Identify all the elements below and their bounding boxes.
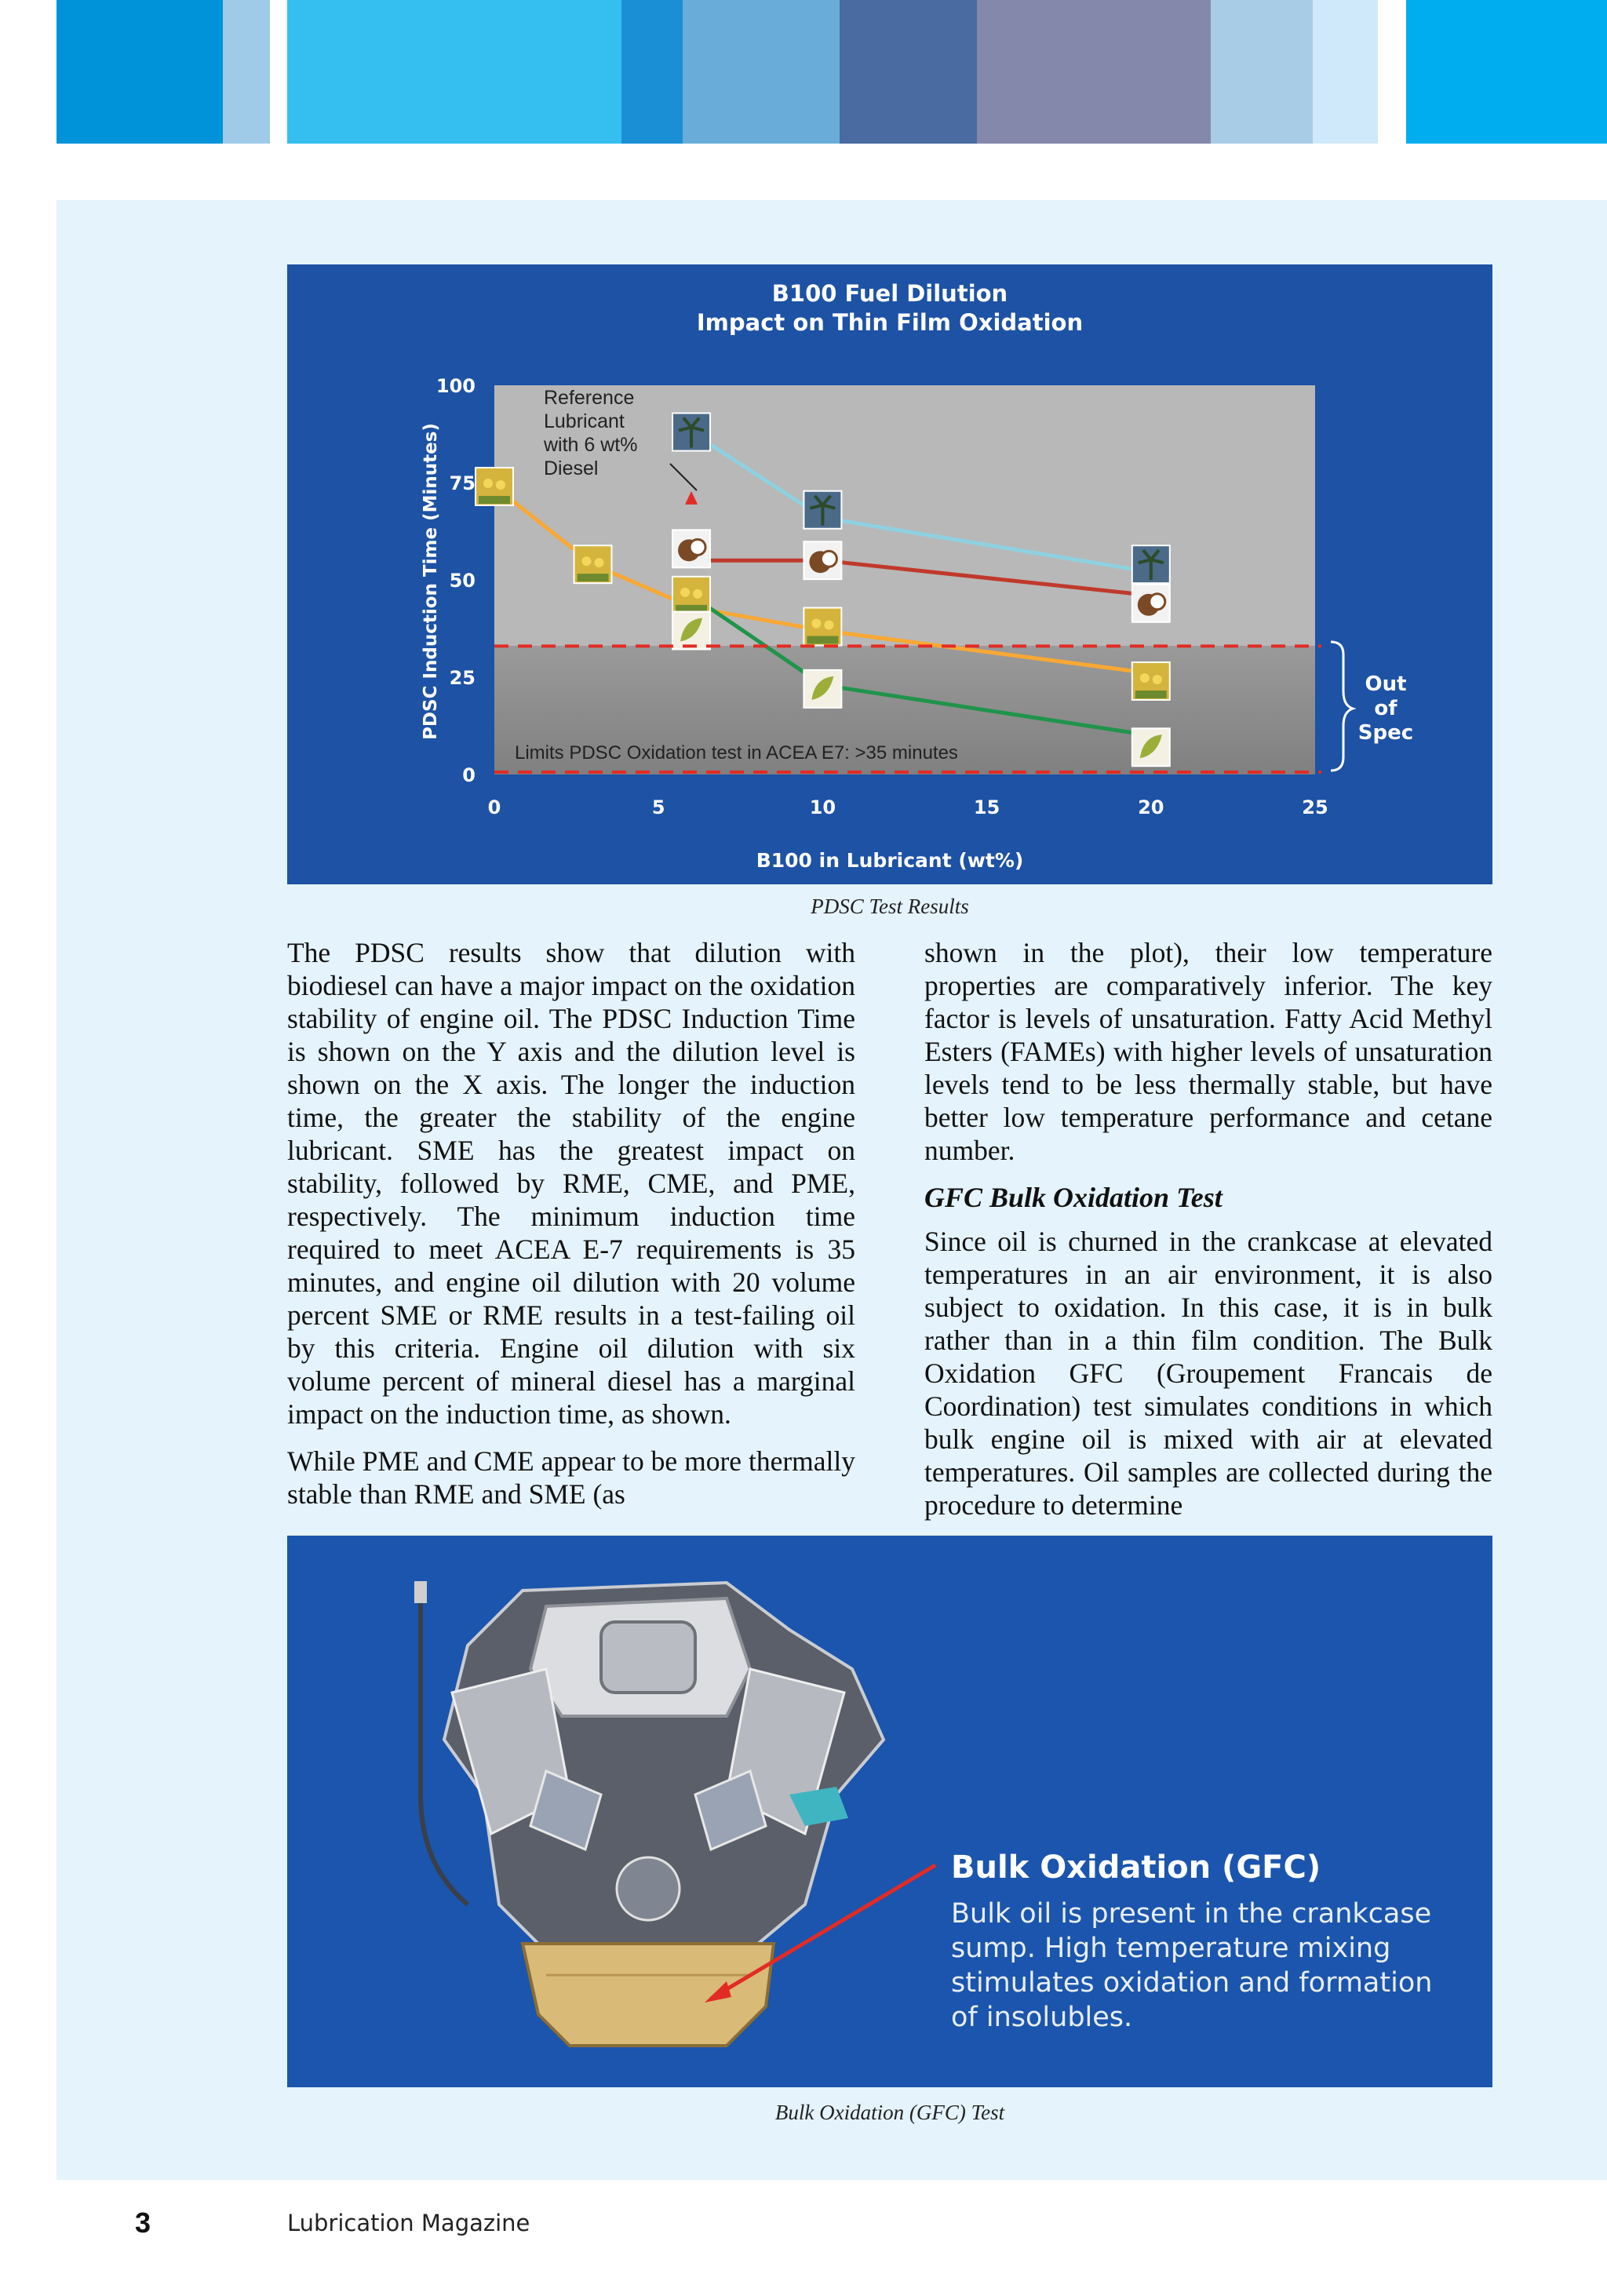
header-block xyxy=(977,0,1211,144)
header-block xyxy=(56,0,223,144)
magazine-name: Lubrication Magazine xyxy=(287,2210,530,2236)
callout-title: Bulk Oxidation (GFC) xyxy=(951,1850,1321,1886)
marker-coconut xyxy=(804,541,841,579)
marker-rapeseed xyxy=(574,545,612,583)
limit-label: Limits PDSC Oxidation test in ACEA E7: >35 minutes xyxy=(515,742,958,764)
x-tick-label: 0 xyxy=(487,796,501,818)
page-number: 3 xyxy=(135,2207,151,2239)
header-block xyxy=(287,0,621,144)
pdsc-chart xyxy=(287,264,1492,884)
y-axis-label: PDSC Induction Time (Minutes) xyxy=(421,423,441,740)
paragraph: While PME and CME appear to be more thermally stable than RME and SME (as xyxy=(287,1445,855,1510)
figure2-caption: Bulk Oxidation (GFC) Test xyxy=(774,2101,1005,2124)
marker-palm xyxy=(1132,545,1170,583)
header-block xyxy=(683,0,840,144)
engine-figure xyxy=(287,1536,1492,2087)
marker-soy xyxy=(1132,728,1170,766)
paragraph: Since oil is churned in the crankcase at elevated temperatures in an air environment, it is also subject to oxidation. In this case, it is in bulk rather than in a thin film condition. The Bulk Oxidation GFC (Groupement Francais de Coordination) test simulates conditions in which bulk engine oil is mixed with air at elevated temperatures. Oil samples are collected during the procedure to determine xyxy=(924,1226,1492,1521)
header-block xyxy=(1313,0,1378,144)
out-of-spec-bracket xyxy=(1331,642,1353,771)
marker-rapeseed xyxy=(1132,662,1170,700)
marker-soy xyxy=(804,670,841,708)
out-of-spec-label: Spec xyxy=(1357,721,1414,745)
marker-rapeseed xyxy=(672,577,710,614)
header-color-bar xyxy=(0,0,1607,144)
chart-title: B100 Fuel Dilution xyxy=(771,280,1008,307)
section-heading: GFC Bulk Oxidation Test xyxy=(924,1182,1223,1213)
out-of-spec-label: of xyxy=(1374,697,1397,720)
reference-label-line: Lubricant xyxy=(544,410,625,432)
marker-soy xyxy=(672,611,710,649)
x-tick-label: 25 xyxy=(1302,796,1328,818)
y-tick-label: 25 xyxy=(449,667,476,689)
paragraph: shown in the plot), their low temperature properties are comparatively inferior. The key factor is levels of unsaturation. Fatty Acid Methyl Esters (FAMEs) with higher levels of unsaturation levels tend to be less thermally stable, but have better low temperature performance and cetane number. xyxy=(924,937,1492,1166)
marker-rapeseed xyxy=(804,608,841,646)
y-tick-label: 50 xyxy=(449,570,476,592)
paragraph: The PDSC results show that dilution with biodiesel can have a major impact on the oxidation stability of engine oil. The PDSC Induction Time is shown on the Y axis and the dilution level is shown on the X axis. The longer the induction time, the greater the stability of the engine lubricant. SME has the greatest impact on stability, followed by RME, CME, and PME, respectively. The minimum induction time required to meet ACEA E-7 requirements is 35 minutes, and engine oil dilution with 20 volume percent SME or RME results in a test-failing oil by this criteria. Engine oil dilution with six volume percent of mineral diesel has a marginal impact on the induction time, as shown. xyxy=(287,937,855,1430)
header-block xyxy=(223,0,270,144)
marker-palm xyxy=(804,491,841,529)
x-tick-label: 5 xyxy=(651,796,665,818)
marker-coconut xyxy=(1132,585,1170,622)
header-block xyxy=(1406,0,1607,144)
x-tick-label: 15 xyxy=(973,796,1000,818)
marker-coconut xyxy=(672,530,710,567)
out-of-spec-label: Out xyxy=(1365,672,1407,696)
y-tick-label: 100 xyxy=(435,375,476,397)
x-tick-label: 10 xyxy=(809,796,836,818)
pdsc-chart-figure xyxy=(287,264,1492,884)
reference-label-line: Reference xyxy=(544,387,635,409)
chart-subtitle: Impact on Thin Film Oxidation xyxy=(696,309,1084,336)
figure1-caption: PDSC Test Results xyxy=(811,895,969,918)
header-block xyxy=(621,0,683,144)
y-tick-label: 75 xyxy=(449,472,476,494)
reference-label-line: with 6 wt% xyxy=(544,434,638,456)
header-block xyxy=(1211,0,1313,144)
callout-body: Bulk oil is present in the crankcase sump. High temperature mixing stimulates oxidation and formation of insolubles. xyxy=(951,1898,1433,2033)
text-column-right xyxy=(924,936,1492,1536)
x-tick-label: 20 xyxy=(1138,796,1164,818)
reference-label-line: Diesel xyxy=(544,457,599,479)
marker-rapeseed xyxy=(476,468,513,505)
marker-palm xyxy=(672,414,710,451)
callout xyxy=(951,1850,1453,2035)
x-axis-label: B100 in Lubricant (wt%) xyxy=(756,849,1024,872)
header-block xyxy=(840,0,977,144)
text-column-left xyxy=(287,936,855,1525)
y-tick-label: 0 xyxy=(462,764,476,786)
